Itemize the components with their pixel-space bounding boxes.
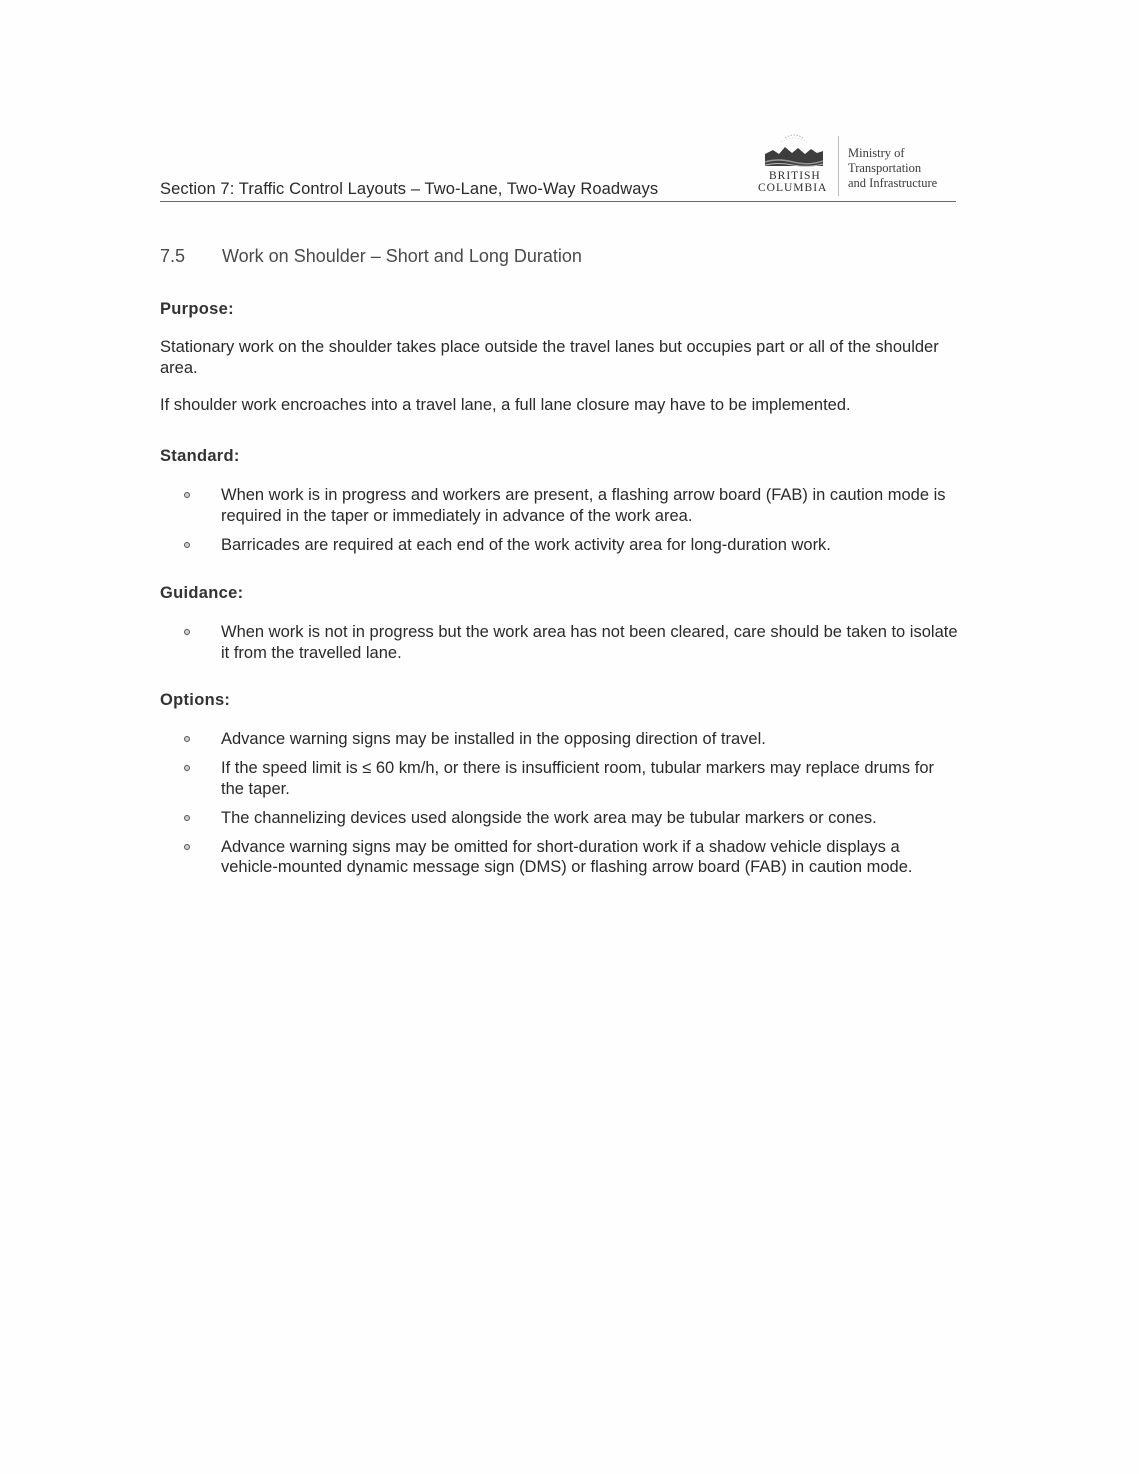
list-item-text: Barricades are required at each end of the work activity area for long-duration work.: [221, 535, 831, 554]
bullet-icon: [184, 629, 190, 635]
logo-text-columbia: COLUMBIA: [758, 182, 828, 194]
section-number: 7.5: [160, 246, 186, 266]
list-item-text: Advance warning signs may be installed in the opposing direction of travel.: [221, 730, 766, 748]
list-item: [160, 808, 960, 829]
options-heading: Options:: [160, 691, 231, 709]
logo-divider: [838, 136, 839, 196]
purpose-paragraph: Stationary work on the shoulder takes place outside the travel lanes but occupies part or all of the shoulder area.: [160, 338, 939, 377]
list-item: [160, 758, 960, 799]
ministry-name: [848, 146, 937, 191]
bc-logo-icon: [763, 132, 825, 168]
list-item: [160, 622, 960, 663]
bullet-icon: [184, 765, 190, 771]
bullet-icon: [184, 492, 190, 498]
logo-text-british: BRITISH: [769, 170, 821, 182]
ministry-line-2: Transportation: [848, 161, 922, 175]
section-title: Work on Shoulder – Short and Long Duration: [222, 246, 582, 266]
list-item: [160, 535, 960, 556]
list-item-text: When work is not in progress but the work area has not been cleared, care should be taken to isolate it from the travelled lane.: [221, 623, 958, 662]
bullet-icon: [184, 736, 190, 742]
list-item-text: Advance warning signs may be omitted for short-duration work if a shadow vehicle displays a vehicle-mounted dynamic message sign (DMS) or flashing arrow board (FAB) in caution mode.: [221, 837, 913, 876]
ministry-line-1: Ministry of: [848, 146, 905, 160]
list-item-text: The channelizing devices used alongside the work area may be tubular markers or cones.: [221, 808, 877, 827]
list-item: [160, 837, 960, 878]
list-item-text: If the speed limit is ≤ 60 km/h, or there is insufficient room, tubular markers may replace drums for the taper.: [221, 759, 935, 798]
standard-heading: Standard:: [160, 447, 240, 465]
ministry-line-3: and Infrastructure: [848, 176, 938, 190]
purpose-heading: Purpose:: [160, 300, 234, 318]
bullet-icon: [184, 844, 190, 850]
list-item-text: When work is in progress and workers are present, a flashing arrow board (FAB) in caution mode is required in the taper or immediately in advance of the work area.: [221, 486, 946, 525]
bullet-icon: [184, 542, 190, 548]
bullet-icon: [184, 815, 190, 821]
section-heading: [160, 246, 582, 267]
bc-logo: [757, 132, 841, 196]
header-section-title: Section 7: Traffic Control Layouts – Two-Lane, Two-Way Roadways: [160, 180, 659, 198]
purpose-paragraph: If shoulder work encroaches into a travel lane, a full lane closure may have to be implemented.: [160, 396, 851, 414]
standard-list: [160, 485, 960, 564]
list-item: [160, 729, 960, 750]
list-item: [160, 485, 960, 526]
header-divider: [160, 201, 956, 202]
guidance-list: [160, 622, 960, 672]
options-list: [160, 729, 960, 886]
guidance-heading: Guidance:: [160, 584, 244, 602]
